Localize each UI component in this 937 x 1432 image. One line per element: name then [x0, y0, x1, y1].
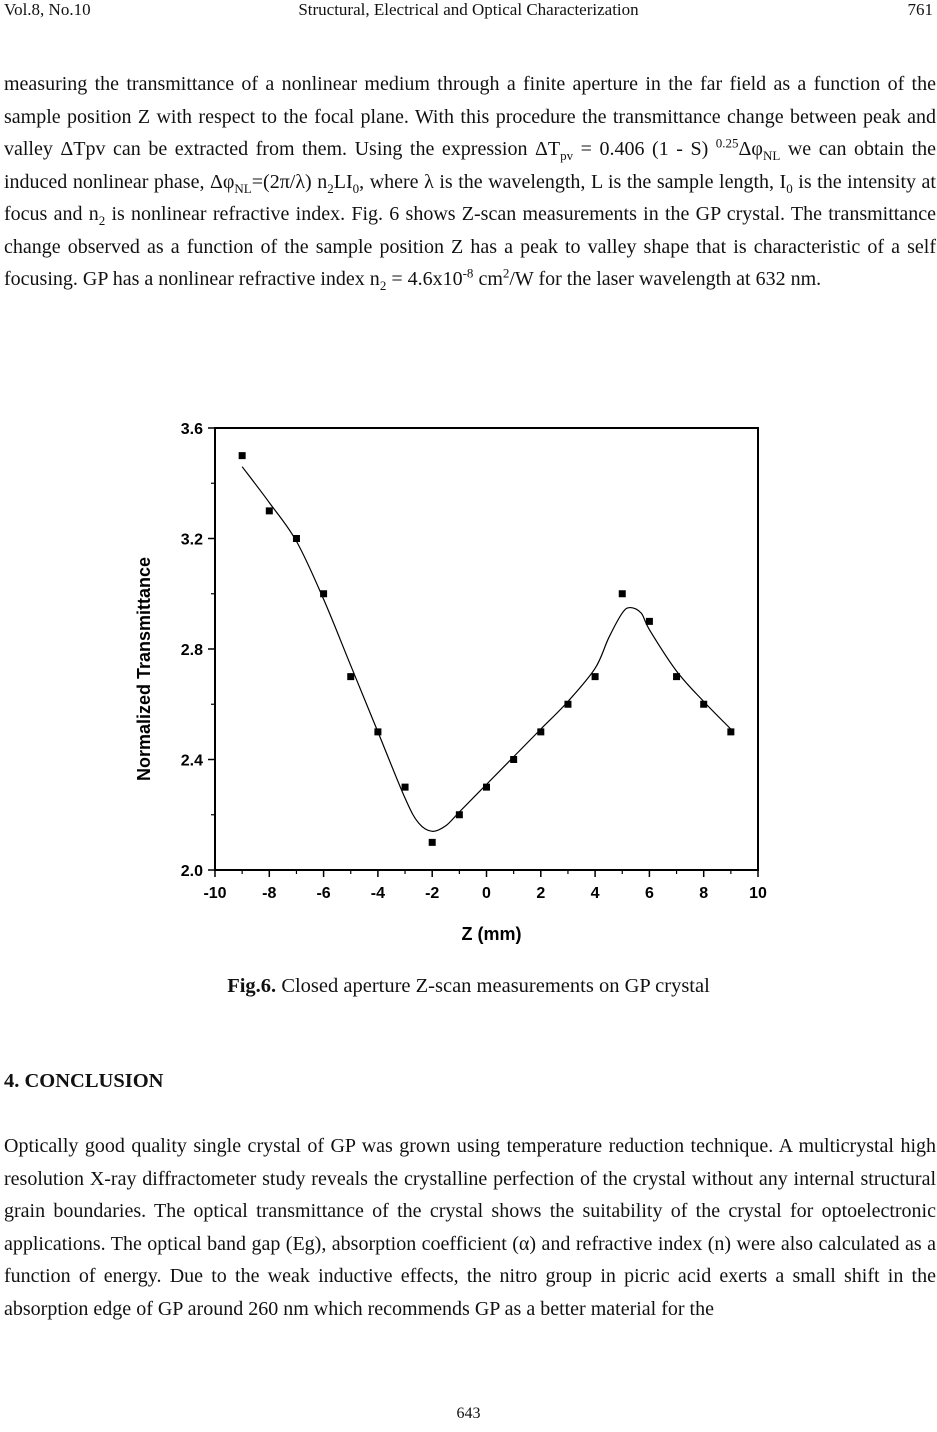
- p1-text: , where λ is the wavelength, L is the sample length, I: [359, 170, 787, 193]
- p1-text: we can obtain the induced nonlinear phase, Δφ: [4, 138, 937, 193]
- y-tick-label: 2.8: [180, 642, 203, 659]
- p1-text: LI: [333, 170, 353, 193]
- p1-sub: 2: [327, 180, 334, 196]
- p1-text: is the intensity at focus and n: [4, 170, 936, 225]
- x-tick-label: -4: [370, 885, 386, 902]
- plot-frame: [215, 428, 758, 870]
- body-paragraph-1: [4, 68, 936, 296]
- zscan-chart: [120, 405, 800, 960]
- x-tick-label: 8: [699, 885, 709, 902]
- p1-text: cm: [473, 268, 503, 290]
- x-tick-label: -10: [203, 885, 227, 902]
- y-tick-label: 2.4: [180, 752, 203, 770]
- p1-text: /W for the laser wavelength at 632 nm.: [509, 268, 822, 290]
- header-page: 761: [907, 0, 933, 19]
- x-tick-label: 2: [536, 885, 546, 902]
- x-tick-label: -2: [425, 885, 440, 902]
- caption-text: Closed aperture Z-scan measurements on GP crystal: [276, 975, 710, 997]
- caption-label: Fig.6.: [227, 975, 277, 997]
- header-volume: Vol.8, No.10: [4, 0, 91, 19]
- p1-text: Δφ: [738, 138, 763, 160]
- data-point: [320, 590, 327, 597]
- page-number: 643: [456, 1405, 481, 1422]
- fit-curve: [242, 467, 731, 832]
- data-point: [347, 673, 354, 680]
- figure-caption: [0, 975, 937, 998]
- x-tick-label: 6: [644, 885, 654, 902]
- p1-text: is nonlinear refractive index. Fig. 6 shows Z-scan measurements in the GP crystal. The transmittance change observed as a function of the sample position Z has a peak to valley shape that is characteristic of a self focusing. GP has a nonlinear refractive index n: [4, 203, 936, 290]
- data-point: [266, 507, 273, 514]
- p1-sub: 2: [98, 213, 106, 228]
- x-tick-label: 0: [482, 885, 491, 902]
- data-point: [673, 673, 680, 680]
- y-axis-label: Normalized Transmittance: [134, 556, 154, 782]
- data-point: [374, 728, 381, 735]
- p1-sup: 0.25: [715, 135, 739, 151]
- x-tick-label: -8: [262, 885, 277, 902]
- p1-sub: pv: [560, 148, 574, 163]
- data-point: [537, 728, 544, 735]
- p1-sub: NL: [762, 148, 781, 163]
- data-point: [429, 839, 436, 846]
- body-paragraph-2: Optically good quality single crystal of GP was grown using temperature reduction technique. A multicrystal high resolution X-ray diffractometer study reveals the crystalline perfection of the crystal without any internal structural grain boundaries. The optical transmittance of the crystal shows the suitability of the crystal for optoelectronic applications. The optical band gap (Eg), absorption coefficient (α) and refractive index (n) were also calculated as a function of energy. Due to the weak inductive effects, the nitro group in picric acid exerts a small shift in the absorption edge of GP around 260 nm which recommends GP as a better material for the: [4, 1135, 936, 1320]
- data-point: [456, 811, 463, 818]
- header-title: Structural, Electrical and Optical Characterization: [298, 0, 639, 19]
- p1-sub: 2: [379, 278, 387, 293]
- y-tick-label: 3.2: [180, 531, 203, 549]
- y-tick-label: 2.0: [180, 863, 203, 880]
- data-point: [700, 701, 707, 708]
- x-tick-label: 10: [749, 885, 767, 902]
- data-point: [510, 756, 517, 763]
- section-heading: 4. CONCLUSION: [4, 1070, 164, 1092]
- p1-text: = 0.406 (1 - S): [573, 138, 716, 160]
- y-tick-label: 3.6: [180, 421, 203, 438]
- x-tick-label: 4: [590, 885, 600, 902]
- data-point: [483, 784, 490, 791]
- data-point: [592, 673, 599, 680]
- data-point: [239, 452, 246, 459]
- data-point: [293, 535, 300, 542]
- x-axis-label: Z (mm): [461, 924, 522, 944]
- p1-text: =(2π/λ) n: [251, 170, 328, 193]
- p1-sup: 2: [502, 265, 510, 281]
- p1-text: = 4.6x10: [386, 268, 463, 290]
- data-point: [619, 590, 626, 597]
- x-tick-label: -6: [316, 885, 331, 902]
- data-point: [564, 701, 571, 708]
- p1-sub: 0: [786, 180, 793, 196]
- p1-sup: -8: [462, 265, 474, 281]
- data-point: [727, 728, 734, 735]
- data-point: [646, 618, 653, 625]
- p1-text: measuring the transmittance of a nonlinear medium through a finite aperture in the far field as a function of the sample position Z with respect to the focal plane. With this procedure the transmittance change between peak and valley ΔTpv can be extracted from them. Using the expression ΔT: [4, 73, 936, 160]
- p1-sub: 0: [352, 180, 360, 196]
- data-point: [402, 784, 409, 791]
- p1-sub: NL: [234, 180, 252, 196]
